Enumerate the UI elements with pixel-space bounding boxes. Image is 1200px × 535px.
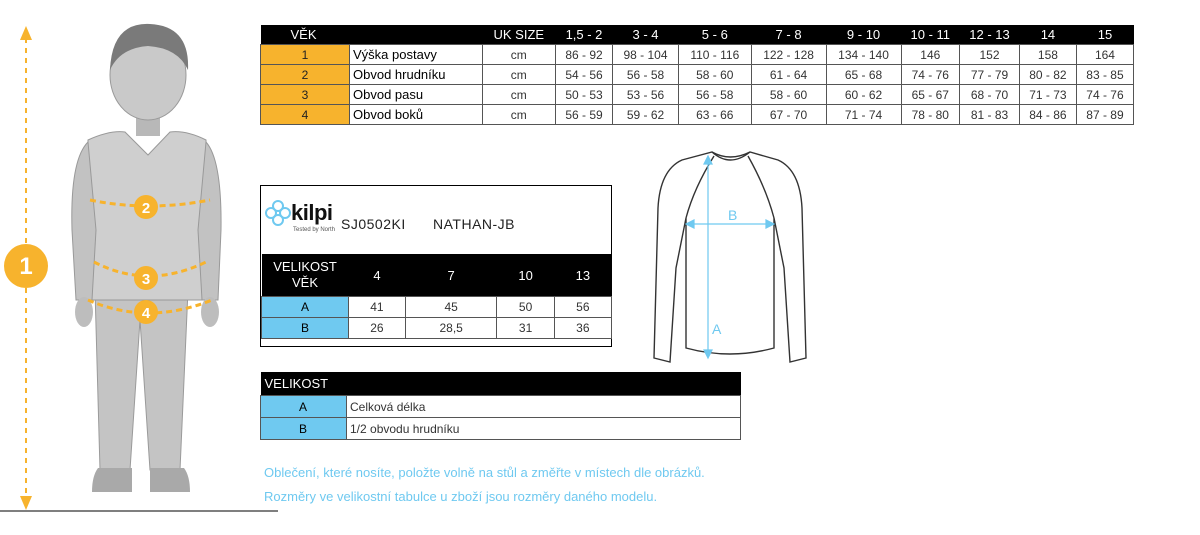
cell: 31 bbox=[497, 318, 554, 339]
product-size-box bbox=[260, 185, 612, 347]
header-size: 9 - 10 bbox=[826, 25, 901, 45]
row-label: B bbox=[261, 418, 347, 440]
cell: 50 bbox=[497, 297, 554, 318]
table-row bbox=[262, 297, 612, 318]
svg-text:3: 3 bbox=[141, 271, 151, 288]
table-row bbox=[262, 318, 612, 339]
row-unit: cm bbox=[482, 105, 555, 125]
header-size: 10 bbox=[497, 254, 554, 297]
instruction-note-2: Rozměry ve velikostní tabulce u zboží jsou rozměry daného modelu. bbox=[264, 489, 658, 504]
row-number: 1 bbox=[261, 45, 350, 65]
header-size-label: VELIKOST bbox=[273, 259, 337, 274]
svg-text:4: 4 bbox=[141, 305, 151, 322]
table-row bbox=[261, 396, 741, 418]
cell: 158 bbox=[1019, 45, 1076, 65]
header-size-age bbox=[262, 254, 349, 297]
cell: 134 - 140 bbox=[826, 45, 901, 65]
raglan-seam-right bbox=[748, 156, 774, 218]
product-table-header bbox=[262, 254, 612, 297]
cell: 54 - 56 bbox=[556, 65, 613, 85]
cell: 1/2 obvodu hrudníku bbox=[347, 418, 741, 440]
brand-tagline: Tested by North bbox=[293, 227, 336, 233]
header-size: 7 - 8 bbox=[751, 25, 826, 45]
cell: 83 - 85 bbox=[1076, 65, 1133, 85]
row-unit: cm bbox=[482, 85, 555, 105]
cell: 81 - 83 bbox=[960, 105, 1020, 125]
cell: 58 - 60 bbox=[751, 85, 826, 105]
marker-2 bbox=[134, 195, 158, 219]
cell: 59 - 62 bbox=[613, 105, 679, 125]
header-size: 14 bbox=[1019, 25, 1076, 45]
cell: 71 - 74 bbox=[826, 105, 901, 125]
header-age: VĚK bbox=[261, 25, 483, 45]
product-header bbox=[261, 186, 611, 254]
cell: 110 - 116 bbox=[679, 45, 752, 65]
row-unit: cm bbox=[482, 45, 555, 65]
row-label: Obvod hrudníku bbox=[350, 65, 483, 85]
table-row bbox=[261, 105, 1134, 125]
raglan-seam-left bbox=[686, 156, 714, 218]
marker-4 bbox=[134, 300, 158, 324]
header-size: 1,5 - 2 bbox=[556, 25, 613, 45]
header-size: 15 bbox=[1076, 25, 1133, 45]
svg-text:2: 2 bbox=[141, 200, 151, 217]
row-label: B bbox=[262, 318, 349, 339]
cell: 60 - 62 bbox=[826, 85, 901, 105]
brand-name: kilpi bbox=[291, 200, 333, 225]
cell: 78 - 80 bbox=[901, 105, 960, 125]
row-label: Výška postavy bbox=[350, 45, 483, 65]
shirt-label-b: B bbox=[728, 207, 738, 223]
cell: 84 - 86 bbox=[1019, 105, 1076, 125]
row-label: Obvod pasu bbox=[350, 85, 483, 105]
row-label: Obvod boků bbox=[350, 105, 483, 125]
header-age-label: VĚK bbox=[291, 275, 318, 290]
marker-3 bbox=[134, 266, 158, 290]
body-figure bbox=[0, 0, 280, 535]
cell: 65 - 68 bbox=[826, 65, 901, 85]
header-size: 3 - 4 bbox=[613, 25, 679, 45]
cell: 87 - 89 bbox=[1076, 105, 1133, 125]
cell: 50 - 53 bbox=[556, 85, 613, 105]
cell: 41 bbox=[349, 297, 406, 318]
product-name: NATHAN-JB bbox=[433, 216, 516, 232]
header-uk-size: UK SIZE bbox=[482, 25, 555, 45]
header-size: 7 bbox=[405, 254, 497, 297]
legend-table bbox=[260, 372, 741, 440]
cell: 67 - 70 bbox=[751, 105, 826, 125]
cell: 28,5 bbox=[405, 318, 497, 339]
cell: 58 - 60 bbox=[679, 65, 752, 85]
cell: 146 bbox=[901, 45, 960, 65]
table-row bbox=[261, 45, 1134, 65]
cell: 71 - 73 bbox=[1019, 85, 1076, 105]
cell: 56 - 58 bbox=[613, 65, 679, 85]
cell: 56 bbox=[554, 297, 611, 318]
measure-a-line bbox=[704, 156, 712, 358]
cell: 45 bbox=[405, 297, 497, 318]
cell: Celková délka bbox=[347, 396, 741, 418]
table-row bbox=[261, 65, 1134, 85]
size-table-header bbox=[261, 25, 1134, 45]
header-size: 12 - 13 bbox=[960, 25, 1020, 45]
header-size: 13 bbox=[554, 254, 611, 297]
shirt-outline bbox=[654, 152, 806, 362]
cell: 68 - 70 bbox=[960, 85, 1020, 105]
marker-1 bbox=[4, 244, 48, 288]
table-row bbox=[261, 85, 1134, 105]
legend-header bbox=[261, 372, 741, 396]
cell: 152 bbox=[960, 45, 1020, 65]
instruction-note-1: Oblečení, které nosíte, položte volně na stůl a změřte v místech dle obrázků. bbox=[264, 465, 705, 480]
product-code: SJ0502KI bbox=[341, 216, 406, 232]
cell: 56 - 59 bbox=[556, 105, 613, 125]
cell: 86 - 92 bbox=[556, 45, 613, 65]
cell: 63 - 66 bbox=[679, 105, 752, 125]
cell: 36 bbox=[554, 318, 611, 339]
table-row bbox=[261, 418, 741, 440]
cell: 74 - 76 bbox=[1076, 85, 1133, 105]
row-number: 4 bbox=[261, 105, 350, 125]
cell: 65 - 67 bbox=[901, 85, 960, 105]
svg-text:1: 1 bbox=[19, 253, 33, 280]
cell: 164 bbox=[1076, 45, 1133, 65]
header-size: 10 - 11 bbox=[901, 25, 960, 45]
cell: 80 - 82 bbox=[1019, 65, 1076, 85]
header-size: 5 - 6 bbox=[679, 25, 752, 45]
header-size: 4 bbox=[349, 254, 406, 297]
cell: 61 - 64 bbox=[751, 65, 826, 85]
legend-title: VELIKOST bbox=[261, 372, 741, 396]
cell: 77 - 79 bbox=[960, 65, 1020, 85]
cell: 56 - 58 bbox=[679, 85, 752, 105]
size-table bbox=[260, 25, 1134, 125]
product-size-table bbox=[261, 254, 612, 339]
shirt-diagram bbox=[650, 148, 810, 373]
cell: 98 - 104 bbox=[613, 45, 679, 65]
cell: 53 - 56 bbox=[613, 85, 679, 105]
right-shoe bbox=[150, 468, 190, 492]
cell: 26 bbox=[349, 318, 406, 339]
left-shoe bbox=[92, 468, 132, 492]
row-number: 3 bbox=[261, 85, 350, 105]
shirt-collar bbox=[712, 152, 750, 160]
row-label: A bbox=[262, 297, 349, 318]
row-label: A bbox=[261, 396, 347, 418]
kilpi-logo-icon bbox=[263, 198, 293, 228]
cell: 122 - 128 bbox=[751, 45, 826, 65]
row-unit: cm bbox=[482, 65, 555, 85]
shirt-label-a: A bbox=[712, 321, 722, 337]
row-number: 2 bbox=[261, 65, 350, 85]
cell: 74 - 76 bbox=[901, 65, 960, 85]
